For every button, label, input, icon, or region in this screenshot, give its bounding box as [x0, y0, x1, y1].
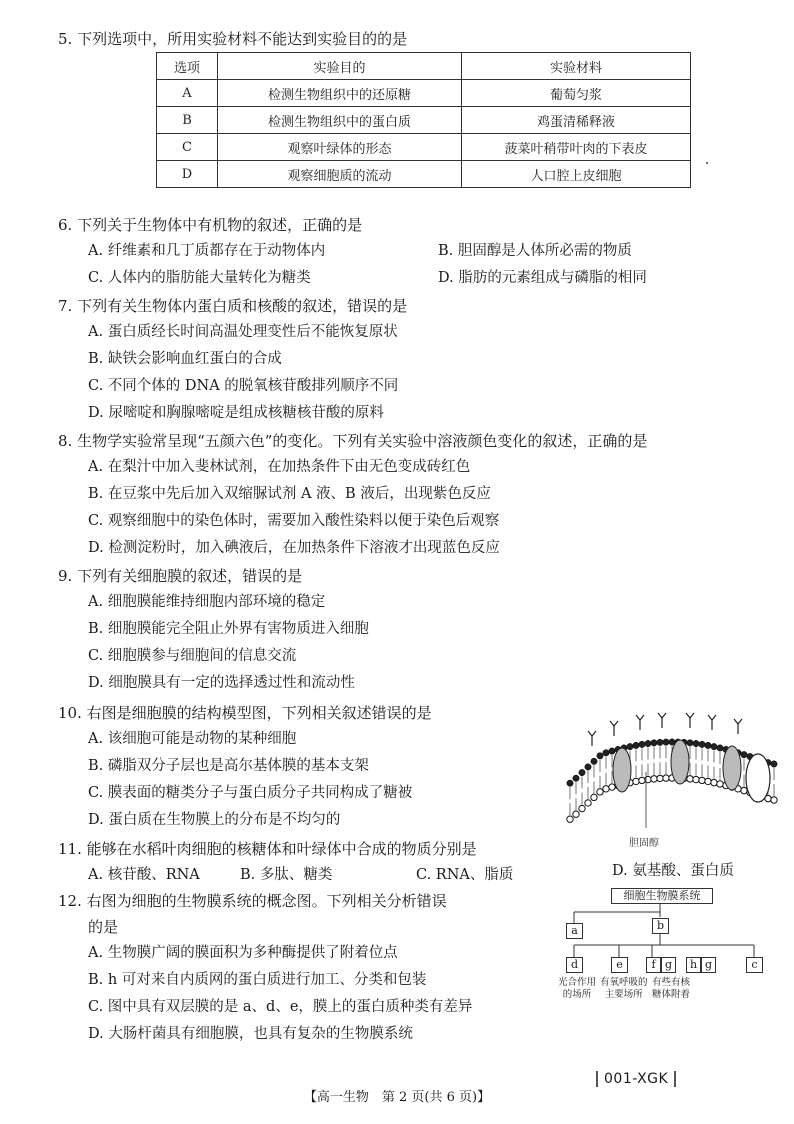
- cell-membrane-figure: [562, 712, 782, 834]
- option-c: C. 观察细胞中的染色体时，需要加入酸性染料以便于染色后观察: [88, 513, 500, 529]
- exam-code: 001-XGK: [596, 1071, 676, 1087]
- table-header: 实验材料: [462, 53, 691, 80]
- option-c: C. RNA、脂质: [416, 867, 514, 883]
- table-header-row: [157, 53, 691, 80]
- speck: [706, 162, 708, 164]
- table-header: 选项: [157, 53, 218, 80]
- table-cell: 观察细胞质的流动: [218, 161, 462, 188]
- option-b: B. h 可对来自内质网的蛋白质进行加工、分类和包装: [88, 972, 427, 988]
- table-cell: 检测生物组织中的蛋白质: [218, 107, 462, 134]
- option-d: D. 氨基酸、蛋白质: [612, 863, 734, 879]
- question-6-stem: 6. 下列关于生物体中有机物的叙述，正确的是: [58, 216, 363, 234]
- option-a: A. 核苷酸、RNA: [88, 867, 200, 883]
- question-11-stem: 11. 能够在水稻叶肉细胞的核糖体和叶绿体中合成的物质分别是: [58, 840, 477, 858]
- node-e: e: [611, 957, 628, 973]
- caption-e: 有氧呼吸的 主要场所: [600, 977, 648, 1000]
- option-d: D. 大肠杆菌具有细胞膜，也具有复杂的生物膜系统: [88, 1026, 413, 1042]
- node-c: c: [746, 957, 763, 973]
- root-node: 细胞生物膜系统: [611, 888, 713, 904]
- question-6: [58, 212, 647, 292]
- option-d: D. 脂肪的元素组成与磷脂的相同: [438, 270, 647, 286]
- question-7-stem: 7. 下列有关生物体内蛋白质和核酸的叙述，错误的是: [58, 297, 408, 315]
- table-row: [157, 161, 691, 188]
- experiment-table: [156, 52, 691, 188]
- option-c: C. 膜表面的糖类分子与蛋白质分子共同构成了糖被: [88, 785, 413, 801]
- option-d: D. 检测淀粉时，加入碘液后，在加热条件下溶液才出现蓝色反应: [88, 540, 500, 556]
- question-5-stem: 5. 下列选项中，所用实验材料不能达到实验目的的是: [58, 30, 408, 48]
- option-row: [58, 862, 513, 889]
- question-12-stem: 12. 右图为细胞的生物膜系统的概念图。下列相关分析错误: [58, 892, 447, 910]
- option-row: [58, 238, 647, 265]
- question-9: [58, 563, 369, 697]
- option-b: B. 缺铁会影响血红蛋白的合成: [88, 351, 282, 367]
- option-a: A. 纤维素和几丁质都存在于动物体内: [88, 243, 326, 259]
- question-10: [58, 700, 432, 834]
- node-f: f: [646, 957, 661, 973]
- option-d: D. 蛋白质在生物膜上的分布是不均匀的: [88, 812, 341, 828]
- node-d: d: [566, 957, 583, 973]
- question-12: [58, 888, 472, 1048]
- table-row: [157, 80, 691, 107]
- table-cell: 菠菜叶稍带叶肉的下表皮: [462, 134, 691, 161]
- question-8-stem: 8. 生物学实验常呈现“五颜六色”的变化。下列有关实验中溶液颜色变化的叙述，正确的是: [58, 432, 648, 450]
- question-7: [58, 293, 407, 427]
- membrane-system-concept-map: [560, 883, 770, 1013]
- option-d: D. 细胞膜具有一定的选择透过性和流动性: [88, 675, 355, 691]
- table-cell: 葡萄匀浆: [462, 80, 691, 107]
- phospholipid-bilayer: [567, 713, 777, 828]
- node-a: a: [566, 923, 583, 939]
- option-row: [58, 265, 647, 292]
- option-b: B. 磷脂双分子层也是高尔基体膜的基本支架: [88, 758, 369, 774]
- option-b: B. 在豆浆中先后加入双缩脲试剂 A 液、B 液后，出现紫色反应: [88, 486, 491, 502]
- question-11: [58, 836, 513, 889]
- table-row: [157, 134, 691, 161]
- table-cell: 人口腔上皮细胞: [462, 161, 691, 188]
- question-5: [58, 26, 407, 52]
- page-footer: 【高一生物 第 2 页(共 6 页)】: [303, 1090, 491, 1105]
- option-a: A. 蛋白质经长时间高温处理变性后不能恢复原状: [88, 324, 398, 340]
- option-c: C. 细胞膜参与细胞间的信息交流: [88, 648, 297, 664]
- question-8: [58, 428, 647, 562]
- table-row: [157, 107, 691, 134]
- table-cell: D: [157, 161, 218, 188]
- option-b: B. 细胞膜能完全阻止外界有害物质进入细胞: [88, 621, 369, 637]
- table-header: 实验目的: [218, 53, 462, 80]
- option-c: C. 不同个体的 DNA 的脱氧核苷酸排列顺序不同: [88, 378, 399, 394]
- question-12-stem-cont: 的是: [88, 918, 119, 936]
- option-a: A. 在梨汁中加入斐林试剂，在加热条件下由无色变成砖红色: [88, 459, 471, 475]
- option-c: C. 人体内的脂肪能大量转化为糖类: [88, 270, 311, 286]
- table-cell: 鸡蛋清稀释液: [462, 107, 691, 134]
- caption-d: 光合作用 的场所: [558, 977, 597, 1000]
- option-c: C. 图中具有双层膜的是 a、d、e，膜上的蛋白质种类有差异: [88, 999, 473, 1015]
- option-d: D. 尿嘧啶和胸腺嘧啶是组成核糖核苷酸的原料: [88, 405, 384, 421]
- table-cell: 检测生物组织中的还原糖: [218, 80, 462, 107]
- option-a: A. 该细胞可能是动物的某种细胞: [88, 731, 297, 747]
- table-cell: A: [157, 80, 218, 107]
- node-g: g: [701, 957, 716, 973]
- option-a: A. 生物膜广阔的膜面积为多种酶提供了附着位点: [88, 945, 398, 961]
- question-10-stem: 10. 右图是细胞膜的结构模型图，下列相关叙述错误的是: [58, 704, 432, 722]
- table-cell: C: [157, 134, 218, 161]
- cholesterol-label: 胆固醇: [629, 838, 659, 849]
- table-cell: B: [157, 107, 218, 134]
- option-b: B. 胆固醇是人体所必需的物质: [438, 243, 632, 259]
- option-b: B. 多肽、糖类: [240, 867, 333, 883]
- question-9-stem: 9. 下列有关细胞膜的叙述，错误的是: [58, 567, 303, 585]
- table-cell: 观察叶绿体的形态: [218, 134, 462, 161]
- caption-f: 有些有核 糖体附着: [652, 977, 691, 1000]
- node-g: g: [661, 957, 676, 973]
- node-b: b: [652, 918, 669, 934]
- node-h: h: [686, 957, 701, 973]
- option-a: A. 细胞膜能维持细胞内部环境的稳定: [88, 594, 326, 610]
